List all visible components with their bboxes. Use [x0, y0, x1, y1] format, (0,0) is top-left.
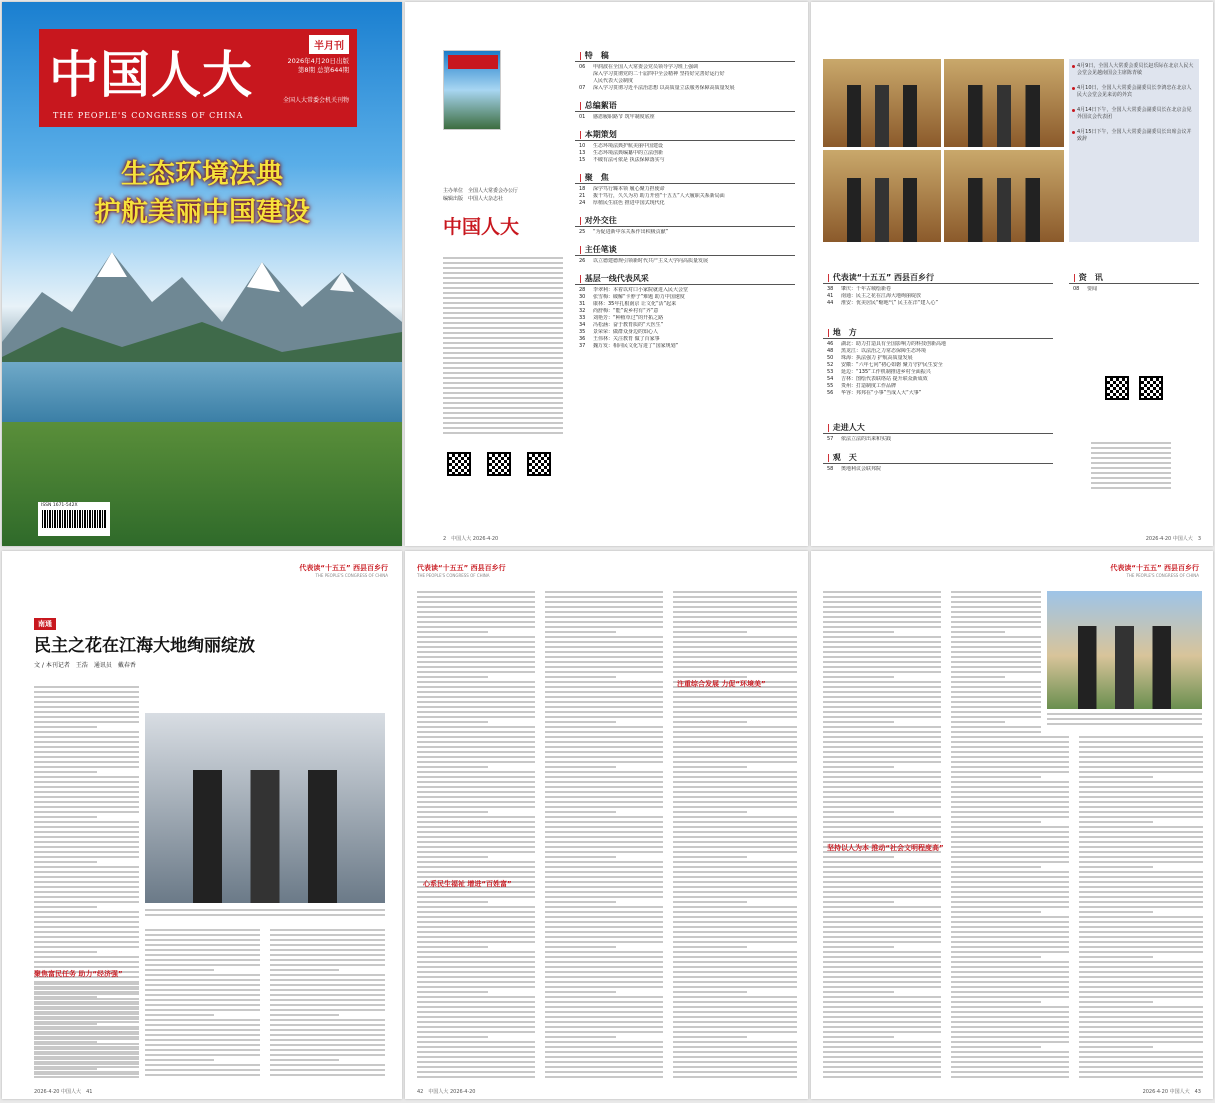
- toc-section: [823, 272, 1053, 307]
- running-header: 代表读“十五五” 西县百乡行: [299, 564, 388, 572]
- toc-section-title: | 总编絮语: [575, 100, 795, 112]
- byline: 文 / 本刊记者 王浩 通讯员 戴春香: [34, 662, 136, 669]
- qr-code-2[interactable]: [487, 452, 511, 476]
- toc-item[interactable]: 32 尚舒梅：“能”说乡村有“齐”意: [579, 308, 659, 314]
- toc-item[interactable]: 41 南通：民主之花在江海大地绚丽绽放: [827, 293, 922, 299]
- toc-item[interactable]: 38 肇庆：千年古城绘新卷: [827, 286, 892, 292]
- pavilion-photo: [1047, 591, 1202, 709]
- subhead-2: 注重综合发展 力促“环境美”: [677, 680, 766, 688]
- toc-item[interactable]: 01 感恩履职路节 筑牢制度底座: [579, 114, 655, 120]
- toc-item[interactable]: 57 依法立法的出来和实践: [827, 436, 892, 442]
- caption-1: 4月9日，全国人大常委会委员长赵乐际在北京人民大会堂会见越南国会主席陈青敏: [1077, 63, 1194, 76]
- toc-section: [1069, 272, 1199, 293]
- sponsor-info: 主办单位 全国人大常委会办公厅 编辑出版 中国人大杂志社: [443, 188, 519, 202]
- cover-lake: [2, 362, 402, 422]
- toc-item[interactable]: 深入学习贯彻党的二十届四中全会精神 坚持好完善好运行好: [593, 71, 725, 77]
- article-title: 民主之花在江海大地绚丽绽放: [34, 636, 255, 656]
- running-header: 代表读“十五五” 西县百乡行: [1110, 564, 1199, 572]
- photo-caption: [1047, 713, 1202, 728]
- toc-section-title: | 走进人大: [823, 422, 1053, 434]
- toc-section-title: | 代表读“十五五” 西县百乡行: [823, 272, 1053, 284]
- toc-item[interactable]: 48 黑龙江：以法治之力常态保障生态环境: [827, 348, 927, 354]
- toc-item[interactable]: 08 要闻: [1073, 286, 1098, 292]
- news-photo-4: [944, 150, 1064, 242]
- subhead-3: 坚持以人为本 推动“社会文明程度高”: [827, 844, 944, 852]
- toc-item[interactable]: 06 申润波在全国人大常委会党员领导学习班上强调: [579, 64, 699, 70]
- news-photo-2: [944, 59, 1064, 147]
- qr-code-3[interactable]: [527, 452, 551, 476]
- running-header-en: THE PEOPLE'S CONGRESS OF CHINA: [417, 573, 490, 578]
- qr-code-1[interactable]: [447, 452, 471, 476]
- toc-item[interactable]: 28 李翠利：本着以对口小家院就进入民大会堂: [579, 287, 689, 293]
- barcode: [38, 502, 110, 536]
- toc-section: [823, 452, 1053, 473]
- region-tag: 南通: [34, 611, 56, 630]
- issue-date: 2026年4月20日出版: [287, 57, 349, 65]
- page-footer: 2026·4·20 中国人大 43: [1142, 1089, 1201, 1095]
- running-header-en: THE PEOPLE'S CONGRESS OF CHINA: [1126, 573, 1199, 578]
- subhead-1: 心系民生福祉 增进“百姓富”: [423, 880, 512, 888]
- toc-item[interactable]: 33 刘艳芳：“种植草过”的开拓之路: [579, 315, 664, 321]
- caption-3: 4月14日下午，全国人大常委会副委员长在北京会见外国议会代表团: [1077, 107, 1195, 121]
- caption-4: 4月15日下午，全国人大常委会副委员长出席会议并致辞: [1077, 129, 1195, 143]
- toc-item[interactable]: 52 安徽：“六年七问”初心如磐 聚力守护民生安全: [827, 362, 943, 368]
- toc-item[interactable]: 36 王伟林：关注教育 做了百家事: [579, 336, 660, 342]
- toc-item[interactable]: 53 延边：“135”工作机制推进乡村全面振兴: [827, 369, 931, 375]
- cover-headline-2: 护航美丽中国建设: [94, 197, 310, 228]
- masthead: [39, 29, 357, 127]
- article-column-3: [673, 591, 797, 1081]
- half-monthly-badge: 半月刊: [309, 35, 349, 54]
- article-page-43[interactable]: [811, 551, 1213, 1099]
- toc-item[interactable]: 50 珠海：执法强力 护航高质量发展: [827, 355, 913, 361]
- toc-section-title: | 观 天: [823, 452, 1053, 464]
- toc-section-title: | 主任笔谈: [575, 244, 795, 256]
- toc-item[interactable]: 37 魏万发：相同民文化写进了“国家规划”: [579, 343, 679, 349]
- english-title: THE PEOPLE'S CONGRESS OF CHINA: [53, 111, 244, 120]
- article-column-2: [145, 929, 260, 1079]
- article-column-1: [417, 591, 535, 1081]
- toc-section: [575, 50, 795, 92]
- article-column-2b: [951, 736, 1069, 1081]
- page-footer: 42 中国人大 2026·4·20: [417, 1089, 476, 1095]
- news-photo-1: [823, 59, 941, 147]
- toc-item[interactable]: 13 生态环境法典编纂中的立法创新: [579, 150, 664, 156]
- toc-item[interactable]: 30 张雪梅：破解“卡脖子”难题 助力中国速度: [579, 294, 685, 300]
- toc-item[interactable]: 15 不破有法可依是 执法保障落实与: [579, 157, 665, 163]
- toc-section-title: | 资 讯: [1069, 272, 1199, 284]
- article-column-1b: [34, 983, 139, 1078]
- toc-section-title: | 基层一线代表风采: [575, 273, 795, 285]
- photo-toc-page[interactable]: [811, 2, 1213, 546]
- news-photo-3: [823, 150, 941, 242]
- toc-item[interactable]: 21 拨干笃行，久久为功 助力开创“十五五”人大履职关系新局面: [579, 193, 725, 199]
- toc-item[interactable]: 46 湖北：助力打造具有全国影响力的科技创新高地: [827, 341, 947, 347]
- article-column-2: [545, 591, 663, 1081]
- toc-item[interactable]: 44 淮安：优美居民“缩地气” 民主在洋“建人心”: [827, 300, 938, 306]
- toc-item[interactable]: 31 康林：35年扎根南京 让文化“活”起来: [579, 301, 677, 307]
- page-footer: 2 中国人大 2026·4·20: [443, 536, 499, 542]
- toc-item[interactable]: 26 以立德建德规引领新时代共产主义大学向高质量发展: [579, 258, 709, 264]
- article-page-41[interactable]: [2, 551, 402, 1099]
- subscribe-block: [1069, 372, 1199, 406]
- toc-section: [575, 100, 795, 121]
- running-header: 代表读“十五五” 西县百乡行: [417, 564, 506, 572]
- article-column-3: [270, 929, 385, 1079]
- toc-item[interactable]: 07 深入学习贯彻习近平法治思想 以高质量立法服务保障高质量发展: [579, 85, 735, 91]
- article-column-1: [823, 591, 941, 1081]
- toc-item[interactable]: 35 景荣荣：做群众身边的知心人: [579, 329, 659, 335]
- caption-2: 4月10日，全国人大常委会副委员长李鸿忠在北京人民大会堂会见来访的外宾: [1077, 85, 1195, 99]
- subhead: 聚焦富民任务 助力“经济强”: [34, 970, 123, 978]
- article-column-3: [1079, 736, 1203, 1081]
- article-page-42[interactable]: [405, 551, 808, 1099]
- toc-section-title: | 地 方: [823, 327, 1053, 339]
- photo-caption: [145, 909, 385, 919]
- meeting-photo: [145, 713, 385, 903]
- mountain-illustration: [2, 232, 402, 372]
- toc-section: [575, 244, 795, 265]
- running-header-en: THE PEOPLE'S CONGRESS OF CHINA: [315, 573, 388, 578]
- issue-number: 第8期 总第644期: [297, 66, 349, 74]
- toc-section: [575, 129, 795, 164]
- toc-section: [575, 172, 795, 207]
- toc-section-title: | 本期策划: [575, 129, 795, 141]
- issn: ISSN 1671-542X: [41, 503, 78, 508]
- toc-item[interactable]: 54 吉林：图绘代表联络站 提升联众新成效: [827, 376, 928, 382]
- toc-item[interactable]: 34 冯松涵：奋于教育质的“大医生”: [579, 322, 664, 328]
- toc-logo: 中国人大: [443, 216, 520, 238]
- toc-page[interactable]: [405, 2, 808, 546]
- toc-item[interactable]: 人民代表大会制度: [593, 78, 634, 84]
- editorial-board: [443, 257, 563, 437]
- masthead-logo: 中国人大: [49, 45, 253, 104]
- toc-section-title: | 聚 焦: [575, 172, 795, 184]
- toc-section-title: | 特 稿: [575, 50, 795, 62]
- toc-section: [575, 273, 795, 350]
- toc-section: [575, 215, 795, 236]
- page-footer: 2026·4·20 中国人大 3: [1145, 536, 1201, 542]
- toc-item[interactable]: 56 华容：邦邦在“小事”当成人大“大事”: [827, 390, 922, 396]
- cover-page[interactable]: [2, 2, 402, 546]
- page-footer: 2026·4·20 中国人大 41: [34, 1089, 93, 1095]
- toc-item[interactable]: 55 贵州：打造制度工作品牌: [827, 383, 897, 389]
- toc-item[interactable]: 18 深学笃行臻本领 履心聚力担使命: [579, 186, 665, 192]
- toc-section: [823, 422, 1053, 443]
- toc-item[interactable]: 25 “为促进新中东关系作出积极贡献”: [579, 229, 669, 235]
- photo-captions: [1069, 59, 1199, 242]
- mini-cover-thumbnail: [443, 50, 501, 130]
- toc-section: [823, 327, 1053, 397]
- issue-info: [288, 57, 349, 75]
- cover-headline-1: 生态环境法典: [121, 159, 283, 190]
- toc-item[interactable]: 24 厚植民生底色 推进中国式现代化: [579, 200, 665, 206]
- toc-item[interactable]: 58 奥地利议会联邦院: [827, 466, 882, 472]
- toc-item[interactable]: 10 生态环境法典护航美丽中国建设: [579, 143, 664, 149]
- publisher-line: 全国人大常委会机关刊物: [282, 97, 349, 104]
- distributor-list: [1091, 442, 1171, 492]
- toc-section-title: | 对外交往: [575, 215, 795, 227]
